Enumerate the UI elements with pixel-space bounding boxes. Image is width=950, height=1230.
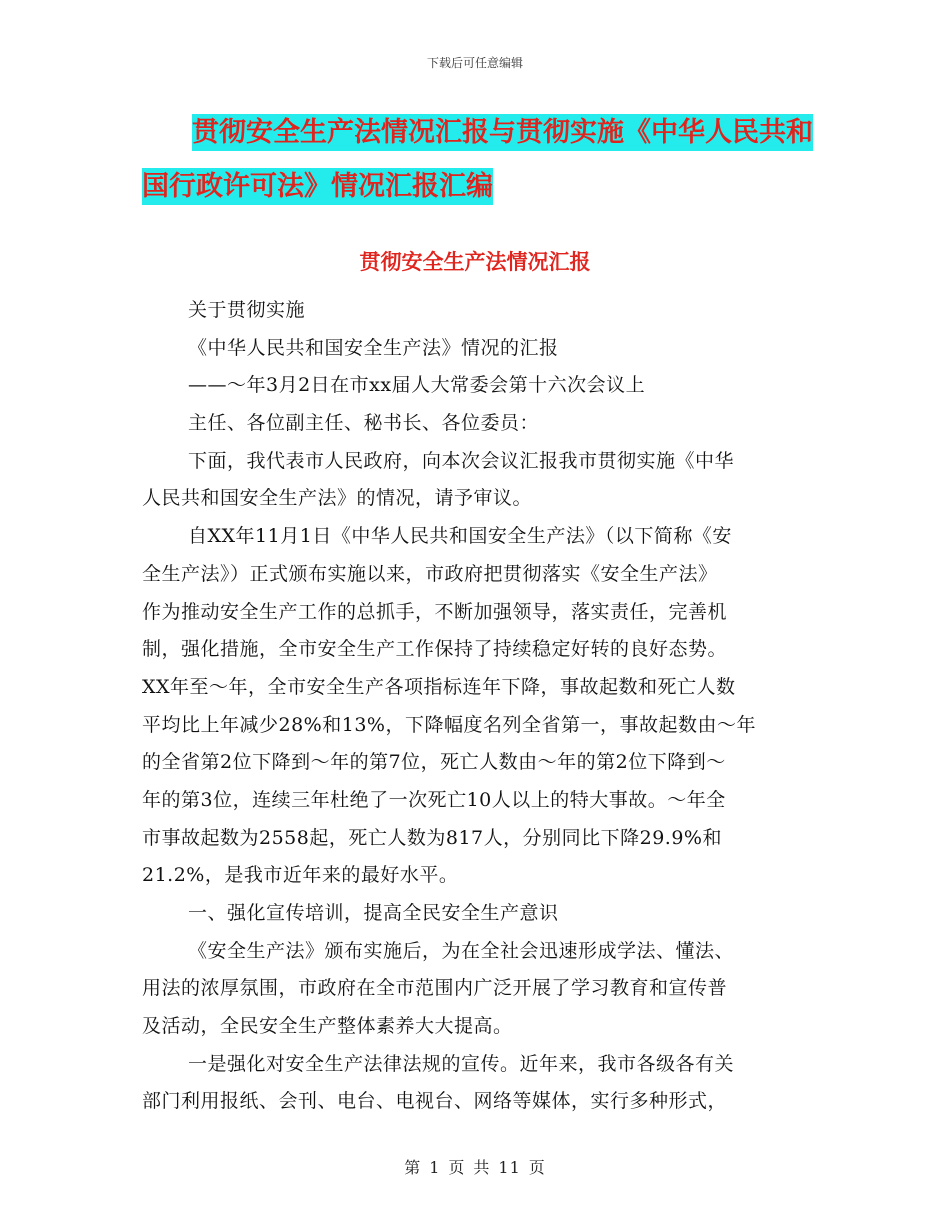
body-line: 一、强化宣传培训，提高全民安全生产意识 <box>188 902 559 924</box>
body-line: 用法的浓厚氛围，市政府在全市范围内广泛开展了学习教育和宣传普 <box>142 977 728 1000</box>
body-line: 全生产法》）正式颁布实施以来，市政府把贯彻落实《安全生产法》 <box>142 562 718 585</box>
body-line: 及活动，全民安全生产整体素养大大提高。 <box>142 1015 513 1038</box>
footer-label: 共 <box>473 1158 491 1177</box>
body-line: 平均比上年减少28%和13%，下降幅度名列全省第一，事故起数由～年 <box>142 713 756 736</box>
footer-page-current: 1 <box>429 1158 441 1177</box>
body-line: ——～年3月2日在市xx届人大常委会第十六次会议上 <box>188 374 646 397</box>
title-highlight-2: 国行政许可法》情况汇报汇编 <box>142 168 493 205</box>
document-title-line-2 <box>142 160 810 214</box>
document-title-line-1 <box>142 106 813 160</box>
body-line: 自XX年11月1日《中华人民共和国安全生产法》（以下简称《安 <box>188 525 732 548</box>
document-body <box>142 292 810 1121</box>
footer-label: 第 <box>404 1158 422 1177</box>
body-line: 《安全生产法》颁布实施后，为在全社会迅速形成学法、懂法、 <box>188 939 735 962</box>
body-line: 《中华人民共和国安全生产法》情况的汇报 <box>188 336 559 359</box>
body-line: 一是强化对安全生产法律法规的宣传。近年来，我市各级各有关 <box>188 1052 735 1075</box>
page-header-note: 下载后可任意编辑 <box>426 56 523 70</box>
body-line: 主任、各位副主任、秘书长、各位委员： <box>188 412 540 435</box>
title-highlight-1: 贯彻安全生产法情况汇报与贯彻实施《中华人民共和 <box>192 114 813 151</box>
section-title: 贯彻安全生产法情况汇报 <box>359 250 591 274</box>
body-line: 年的第3位，连续三年杜绝了一次死亡10人以上的特大事故。～年全 <box>142 788 726 811</box>
body-line: XX年至～年，全市安全生产各项指标连年下降，事故起数和死亡人数 <box>142 675 736 698</box>
body-line: 部门利用报纸、会刊、电台、电视台、网络等媒体，实行多种形式， <box>142 1090 728 1113</box>
body-line: 21.2%，是我市近年来的最好水平。 <box>142 864 459 887</box>
body-line: 下面，我代表市人民政府，向本次会议汇报我市贯彻实施《中华 <box>188 449 735 472</box>
body-line: 作为推动安全生产工作的总抓手，不断加强领导，落实责任，完善机 <box>142 600 728 623</box>
footer-page-total: 11 <box>498 1158 521 1177</box>
footer-label: 页 <box>448 1158 466 1177</box>
body-line: 制，强化措施，全市安全生产工作保持了持续稳定好转的良好态势。 <box>142 638 728 661</box>
page-footer <box>0 1155 950 1178</box>
document-title <box>142 106 813 214</box>
body-line: 人民共和国安全生产法》的情况，请予审议。 <box>142 487 533 510</box>
footer-label: 页 <box>528 1158 546 1177</box>
body-line: 关于贯彻实施 <box>188 299 306 321</box>
body-line: 市事故起数为2558起，死亡人数为817人，分别同比下降29.9%和 <box>142 826 722 849</box>
body-line: 的全省第2位下降到～年的第7位，死亡人数由～年的第2位下降到～ <box>142 751 726 774</box>
